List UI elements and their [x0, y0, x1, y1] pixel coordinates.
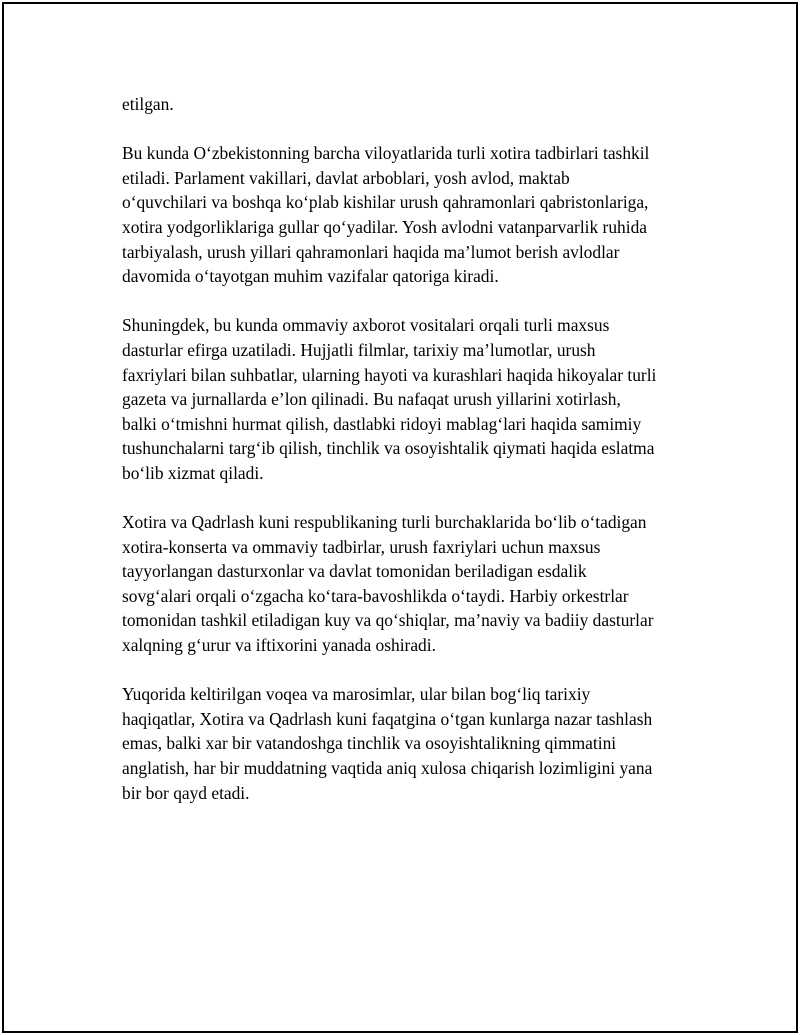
paragraph-1: etilgan.: [122, 94, 174, 114]
paragraph-5: Yuqorida keltirilgan voqea va marosimlar, ular bilan bog‘liq tarixiy haqiqatlar, Xotira va Qadrlash kuni faqatgina o‘tgan kunlarga nazar tashlash emas, balki xar bir vatandoshga tinchlik va osoyishtalikning qimmatini anglatish, har bir muddatning vaqtida aniq xulosa chiqarish lozimligini yana bir bor qayd etadi.: [122, 684, 653, 803]
paragraph-4: Xotira va Qadrlash kuni respublikaning turli burchaklarida bo‘lib o‘tadigan xotira-konserta va ommaviy tadbirlar, urush faxriylari uchun maxsus tayyorlangan dasturxonlar va davlat tomonidan beriladigan esdalik sovg‘alari orqali o‘zgacha ko‘tara-bavoshlikda o‘taydi. Harbiy orkestrlar tomonidan tashkil etiladigan kuy va qo‘shiqlar, ma’naviy va badiiy dasturlar xalqning g‘urur va iftixorini yanada oshiradi.: [122, 512, 654, 656]
page-border: [2, 2, 798, 1033]
document-body: [122, 92, 692, 830]
paragraph-2: Bu kunda O‘zbekistonning barcha viloyatlarida turli xotira tadbirlari tashkil etiladi. Parlament vakillari, davlat arboblari, yosh avlod, maktab o‘quvchilari va boshqa ko‘plab kishilar urush qahramonlari qabristonlariga, xotira yodgorliklariga gullar qo‘yadilar. Yosh avlodni vatanparvarlik ruhida tarbiyalash, urush yillari qahramonlari haqida ma’lumot berish avlodlar davomida o‘tayotgan muhim vazifalar qatoriga kiradi.: [122, 143, 650, 287]
paragraph-3: Shuningdek, bu kunda ommaviy axborot vositalari orqali turli maxsus dasturlar efirga uzatiladi. Hujjatli filmlar, tarixiy ma’lumotlar, urush faxriylari bilan suhbatlar, ularning hayoti va kurashlari haqida hikoyalar turli gazeta va jurnallarda e’lon qilinadi. Bu nafaqat urush yillarini xotirlash, balki o‘tmishni hurmat qilish, dastlabki ridoyi mablag‘lari haqida samimiy tushunchalarni targ‘ib qilish, tinchlik va osoyishtalik qiymati haqida eslatma bo‘lib xizmat qiladi.: [122, 315, 657, 483]
